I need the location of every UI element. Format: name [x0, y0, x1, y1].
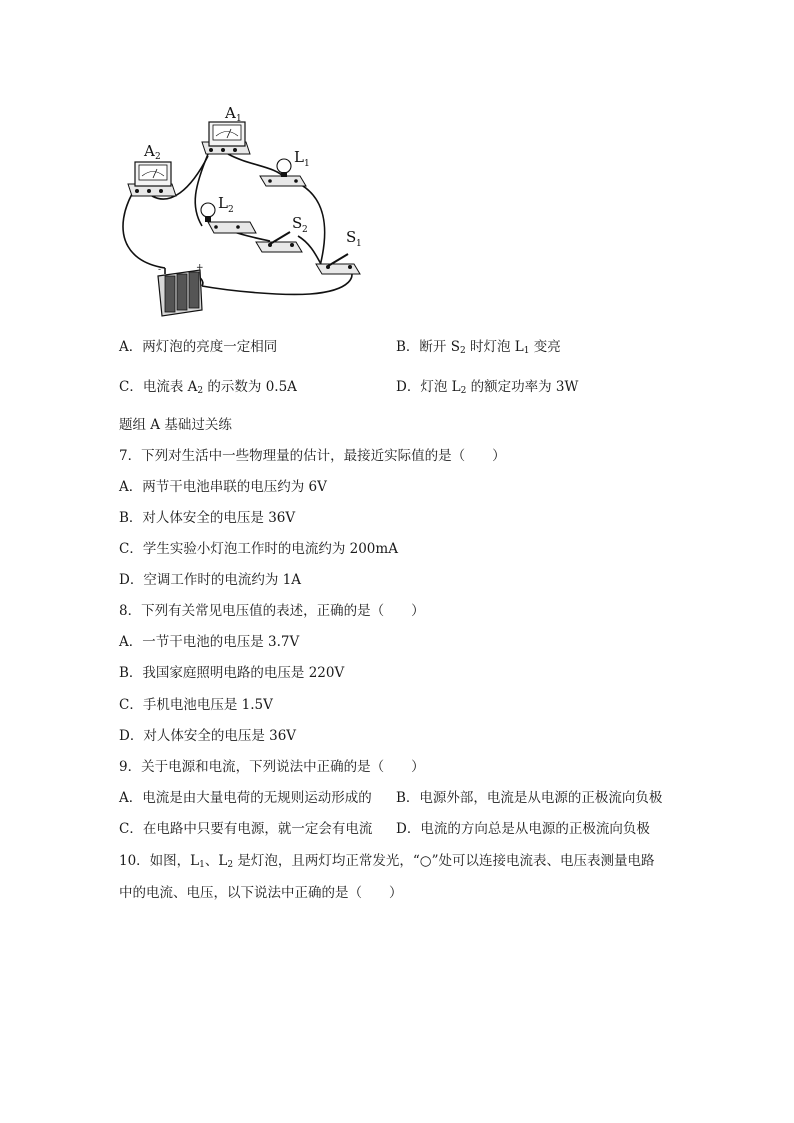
q7-option-d: D．空调工作时的电流约为 1A — [119, 572, 301, 588]
q9-stem: 9．关于电源和电流，下列说法中正确的是（ ） — [119, 759, 425, 775]
label-l2: L — [218, 194, 228, 212]
label-a1: A — [225, 104, 236, 122]
circuit-diagram — [110, 96, 370, 322]
q9-option-b: B．电源外部，电流是从电源的正极流向负极 — [396, 790, 663, 806]
battery-plus-label: + — [196, 263, 204, 273]
q8-option-b: B．我国家庭照明电路的电压是 220V — [119, 665, 345, 681]
q9-option-d: D．电流的方向总是从电源的正极流向负极 — [396, 821, 650, 837]
q7-option-b: B．对人体安全的电压是 36V — [119, 510, 296, 526]
q6-option-a: A．两灯泡的亮度一定相同 — [119, 339, 278, 355]
label-l1: L — [294, 148, 304, 166]
label-s2-sub: 2 — [302, 225, 308, 235]
label-s2: S — [292, 214, 303, 232]
label-s1: S — [346, 228, 357, 246]
label-a1-sub: 1 — [236, 114, 242, 124]
q8-option-a: A．一节干电池的电压是 3.7V — [119, 634, 300, 650]
q9-option-c: C．在电路中只要有电源，就一定会有电流 — [119, 821, 373, 837]
label-a2: A — [144, 142, 155, 160]
label-s1-sub: 1 — [356, 239, 362, 249]
q8-option-c: C．手机电池电压是 1.5V — [119, 697, 273, 713]
q6-option-d: D．灯泡 $L_2$ 的额定功率为 3W — [396, 379, 579, 396]
battery-minus-label: - — [158, 265, 162, 275]
q9-option-a: A．电流是由大量电荷的无规则运动形成的 — [119, 790, 372, 806]
q7-option-c: C．学生实验小灯泡工作时的电流约为 200mA — [119, 541, 398, 557]
label-a2-sub: 2 — [155, 152, 161, 162]
q7-option-a: A．两节干电池串联的电压约为 6V — [119, 479, 327, 495]
q8-option-d: D．对人体安全的电压是 36V — [119, 728, 297, 744]
label-l2-sub: 2 — [228, 205, 234, 215]
q10-stem-line1: 10．如图，$L_1$、$L_2$ 是灯泡，且两灯均正常发光，“○”处可以连接电流表、电压表测量电路 — [119, 853, 655, 870]
q6-option-c: C．电流表 $A_2$ 的示数为 0.5A — [119, 379, 297, 396]
ammeter-a1 — [202, 122, 250, 154]
switch-s2 — [256, 232, 302, 252]
battery — [158, 270, 202, 316]
q7-stem: 7．下列对生活中一些物理量的估计，最接近实际值的是（ ） — [119, 448, 506, 464]
q6-option-b: B．断开 $S_2$ 时灯泡 $L_1$ 变亮 — [396, 339, 561, 356]
label-l1-sub: 1 — [304, 159, 310, 169]
q10-stem-line2: 中的电流、电压，以下说法中正确的是（ ） — [119, 885, 403, 901]
ammeter-a2 — [128, 162, 176, 196]
section-title: 题组 A 基础过关练 — [119, 417, 232, 433]
q8-stem: 8．下列有关常见电压值的表述，正确的是（ ） — [119, 603, 425, 619]
